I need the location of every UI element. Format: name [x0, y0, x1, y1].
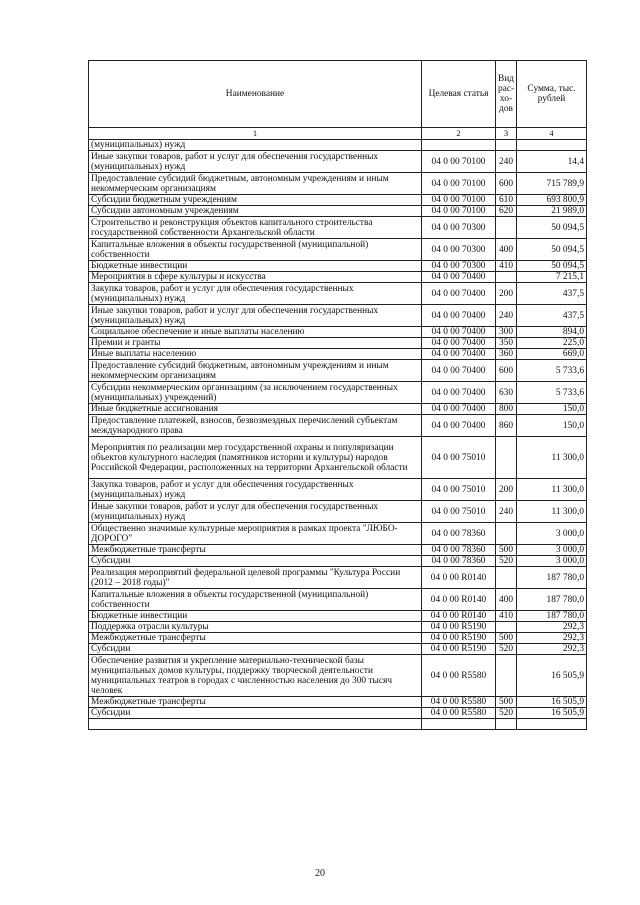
row-code-cell: 04 0 00 R5190 — [422, 622, 496, 633]
row-name-cell: Субсидии некоммерческим организациям (за исключением государственных (муниципальных) учреждений) — [89, 382, 422, 404]
header-vid-line: хо- — [499, 94, 513, 104]
row-vid-cell — [496, 719, 517, 730]
row-vid-cell: 630 — [496, 382, 517, 404]
row-code-cell: 04 0 00 R5190 — [422, 633, 496, 644]
row-name-cell: Премии и гранты — [89, 338, 422, 349]
row-vid-cell: 520 — [496, 644, 517, 655]
row-vid-cell — [496, 655, 517, 697]
row-code-cell: 04 0 00 70300 — [422, 261, 496, 272]
table-row — [89, 415, 587, 437]
row-code-cell: 04 0 00 70400 — [422, 272, 496, 283]
table-row — [89, 523, 587, 545]
row-name-cell: Поддержка отрасли культуры — [89, 622, 422, 633]
row-sum-cell: 16 505,9 — [517, 697, 587, 708]
row-vid-cell — [496, 217, 517, 239]
row-code-cell: 04 0 00 R0140 — [422, 589, 496, 611]
header-vid-line: дов — [499, 104, 513, 114]
row-name-cell: Иные выплаты населению — [89, 349, 422, 360]
row-code-cell: 04 0 00 70100 — [422, 195, 496, 206]
row-vid-cell: 350 — [496, 338, 517, 349]
table-row — [89, 239, 587, 261]
row-code-cell: 04 0 00 R5580 — [422, 708, 496, 719]
row-code-cell: 04 0 00 75010 — [422, 479, 496, 501]
row-code-cell: 04 0 00 78360 — [422, 556, 496, 567]
table-row — [89, 140, 587, 151]
row-name-cell: Межбюджетные трансферты — [89, 633, 422, 644]
table-row — [89, 708, 587, 719]
row-sum-cell: 187 780,0 — [517, 589, 587, 611]
row-vid-cell: 410 — [496, 611, 517, 622]
row-vid-cell: 200 — [496, 283, 517, 305]
row-code-cell: 04 0 00 70400 — [422, 404, 496, 415]
table-body — [89, 140, 587, 730]
row-sum-cell: 21 989,0 — [517, 206, 587, 217]
table-row — [89, 382, 587, 404]
row-sum-cell: 50 094,5 — [517, 261, 587, 272]
row-name-cell: Строительство и реконструкция объектов капитального строительства государственной собственности Архангельской области — [89, 217, 422, 239]
header-vid — [496, 61, 517, 128]
row-vid-cell — [496, 622, 517, 633]
column-number: 1 — [89, 128, 422, 140]
row-vid-cell — [496, 567, 517, 589]
row-sum-cell: 715 789,9 — [517, 173, 587, 195]
row-name-cell: Капитальные вложения в объекты государственной (муниципальной) собственности — [89, 589, 422, 611]
row-vid-cell — [496, 272, 517, 283]
row-code-cell: 04 0 00 70400 — [422, 305, 496, 327]
row-name-cell: Реализация мероприятий федеральной целевой программы "Культура России (2012 – 2018 годы)" — [89, 567, 422, 589]
row-sum-cell: 3 000,0 — [517, 545, 587, 556]
row-vid-cell: 610 — [496, 195, 517, 206]
table-row — [89, 327, 587, 338]
table-row — [89, 655, 587, 697]
row-sum-cell: 14,4 — [517, 151, 587, 173]
budget-table — [88, 60, 587, 730]
row-code-cell: 04 0 00 70400 — [422, 382, 496, 404]
row-vid-cell: 200 — [496, 479, 517, 501]
row-code-cell: 04 0 00 70100 — [422, 173, 496, 195]
header-vid-line: Вид — [498, 74, 515, 84]
row-name-cell: Мероприятия в сфере культуры и искусства — [89, 272, 422, 283]
row-vid-cell: 240 — [496, 305, 517, 327]
row-code-cell: 04 0 00 70400 — [422, 327, 496, 338]
row-sum-cell — [517, 140, 587, 151]
row-code-cell: 04 0 00 R5580 — [422, 697, 496, 708]
row-code-cell: 04 0 00 R0140 — [422, 567, 496, 589]
row-sum-cell: 11 300,0 — [517, 501, 587, 523]
row-vid-cell: 400 — [496, 589, 517, 611]
table-row — [89, 195, 587, 206]
table-row — [89, 589, 587, 611]
row-code-cell: 04 0 00 70400 — [422, 360, 496, 382]
table-row — [89, 283, 587, 305]
row-vid-cell: 520 — [496, 556, 517, 567]
row-name-cell: Закупка товаров, работ и услуг для обеспечения государственных (муниципальных) нужд — [89, 283, 422, 305]
row-sum-cell: 16 505,9 — [517, 708, 587, 719]
row-sum-cell: 16 505,9 — [517, 655, 587, 697]
table-row — [89, 567, 587, 589]
row-name-cell: Субсидии — [89, 644, 422, 655]
table-row — [89, 633, 587, 644]
row-code-cell: 04 0 00 70100 — [422, 206, 496, 217]
row-vid-cell — [496, 140, 517, 151]
row-code-cell — [422, 719, 496, 730]
row-name-cell: Предоставление платежей, взносов, безвозмездных перечислений субъектам международного права — [89, 415, 422, 437]
row-name-cell: Обеспечение развития и укрепление материально-технической базы муниципальных домов культуры, поддержку творческой деятельности муниципальных театров в городах с численностью населения до 300 тысяч человек — [89, 655, 422, 697]
header-name: Наименование — [89, 61, 422, 128]
row-sum-cell: 50 094,5 — [517, 217, 587, 239]
row-vid-cell: 500 — [496, 545, 517, 556]
row-sum-cell: 5 733,6 — [517, 382, 587, 404]
row-name-cell: (муниципальных) нужд — [89, 140, 422, 151]
table-row — [89, 644, 587, 655]
row-sum-cell: 11 300,0 — [517, 479, 587, 501]
table-row — [89, 338, 587, 349]
row-code-cell: 04 0 00 70400 — [422, 415, 496, 437]
column-number: 2 — [422, 128, 496, 140]
row-sum-cell: 50 094,5 — [517, 239, 587, 261]
row-name-cell: Бюджетные инвестиции — [89, 261, 422, 272]
table-row — [89, 611, 587, 622]
table-row — [89, 261, 587, 272]
row-code-cell: 04 0 00 75010 — [422, 437, 496, 479]
table-row — [89, 404, 587, 415]
row-name-cell: Предоставление субсидий бюджетным, автономным учреждениям и иным некоммерческим организациям — [89, 360, 422, 382]
row-vid-cell: 600 — [496, 360, 517, 382]
table-row — [89, 173, 587, 195]
row-name-cell: Субсидии — [89, 556, 422, 567]
row-sum-cell: 292,3 — [517, 644, 587, 655]
row-vid-cell: 860 — [496, 415, 517, 437]
table-row — [89, 556, 587, 567]
table-row — [89, 305, 587, 327]
row-sum-cell: 669,0 — [517, 349, 587, 360]
row-name-cell: Межбюджетные трансферты — [89, 697, 422, 708]
row-code-cell: 04 0 00 78360 — [422, 523, 496, 545]
row-sum-cell: 3 000,0 — [517, 523, 587, 545]
row-sum-cell: 150,0 — [517, 404, 587, 415]
table-row — [89, 479, 587, 501]
row-sum-cell: 225,0 — [517, 338, 587, 349]
row-name-cell: Капитальные вложения в объекты государственной (муниципальной) собственности — [89, 239, 422, 261]
row-code-cell: 04 0 00 70400 — [422, 283, 496, 305]
row-name-cell: Межбюджетные трансферты — [89, 545, 422, 556]
row-name-cell: Иные бюджетные ассигнования — [89, 404, 422, 415]
row-sum-cell: 3 000,0 — [517, 556, 587, 567]
row-vid-cell: 400 — [496, 239, 517, 261]
row-vid-cell: 410 — [496, 261, 517, 272]
column-number: 3 — [496, 128, 517, 140]
table-row — [89, 437, 587, 479]
row-code-cell: 04 0 00 70400 — [422, 349, 496, 360]
row-sum-cell: 693 800,9 — [517, 195, 587, 206]
row-name-cell: Иные закупки товаров, работ и услуг для обеспечения государственных (муниципальных) нужд — [89, 501, 422, 523]
table-row — [89, 501, 587, 523]
row-vid-cell: 620 — [496, 206, 517, 217]
row-name-cell: Общественно значимые культурные мероприятия в рамках проекта "ЛЮБО-ДОРОГО" — [89, 523, 422, 545]
header-code: Целевая статья — [422, 61, 496, 128]
page-number: 20 — [315, 868, 325, 879]
row-code-cell: 04 0 00 75010 — [422, 501, 496, 523]
row-code-cell: 04 0 00 R5580 — [422, 655, 496, 697]
row-vid-cell: 520 — [496, 708, 517, 719]
row-vid-cell: 360 — [496, 349, 517, 360]
row-sum-cell: 187 780,0 — [517, 567, 587, 589]
row-vid-cell: 600 — [496, 173, 517, 195]
row-vid-cell: 240 — [496, 501, 517, 523]
table-row — [89, 206, 587, 217]
row-sum-cell: 292,3 — [517, 622, 587, 633]
table-row — [89, 272, 587, 283]
table-row — [89, 697, 587, 708]
table-row — [89, 151, 587, 173]
row-code-cell — [422, 140, 496, 151]
row-code-cell: 04 0 00 70300 — [422, 239, 496, 261]
table-header-row — [89, 61, 587, 128]
row-vid-cell: 800 — [496, 404, 517, 415]
row-name-cell: Бюджетные инвестиции — [89, 611, 422, 622]
row-name-cell: Мероприятия по реализации мер государственной охраны и популяризации объектов культурного наследия (памятников истории и культуры) народов Российской Федерации, расположенных на территории Архангельской области — [89, 437, 422, 479]
table-row — [89, 217, 587, 239]
table-row — [89, 719, 587, 730]
row-vid-cell: 300 — [496, 327, 517, 338]
row-vid-cell — [496, 437, 517, 479]
row-code-cell: 04 0 00 70300 — [422, 217, 496, 239]
row-sum-cell: 11 300,0 — [517, 437, 587, 479]
row-code-cell: 04 0 00 R5190 — [422, 644, 496, 655]
table-row — [89, 545, 587, 556]
table-row — [89, 349, 587, 360]
row-vid-cell: 500 — [496, 697, 517, 708]
row-sum-cell: 292,3 — [517, 633, 587, 644]
row-code-cell: 04 0 00 70400 — [422, 338, 496, 349]
row-sum-cell: 894,0 — [517, 327, 587, 338]
row-name-cell: Иные закупки товаров, работ и услуг для обеспечения государственных (муниципальных) нужд — [89, 305, 422, 327]
row-name-cell: Субсидии бюджетным учреждениям — [89, 195, 422, 206]
column-number: 4 — [517, 128, 587, 140]
row-name-cell: Социальное обеспечение и иные выплаты населению — [89, 327, 422, 338]
budget-sheet — [88, 60, 586, 730]
row-vid-cell — [496, 523, 517, 545]
row-sum-cell: 437,5 — [517, 283, 587, 305]
row-name-cell: Иные закупки товаров, работ и услуг для обеспечения государственных (муниципальных) нужд — [89, 151, 422, 173]
row-sum-cell: 150,0 — [517, 415, 587, 437]
row-name-cell — [89, 719, 422, 730]
column-number-row — [89, 128, 587, 140]
table-row — [89, 360, 587, 382]
row-code-cell: 04 0 00 78360 — [422, 545, 496, 556]
table-row — [89, 622, 587, 633]
row-name-cell: Предоставление субсидий бюджетным, автономным учреждениям и иным некоммерческим организациям — [89, 173, 422, 195]
header-sum: Сумма, тыс. рублей — [517, 61, 587, 128]
row-sum-cell — [517, 719, 587, 730]
row-code-cell: 04 0 00 70100 — [422, 151, 496, 173]
row-vid-cell: 500 — [496, 633, 517, 644]
header-vid-line: рас- — [498, 84, 515, 94]
row-sum-cell: 7 215,1 — [517, 272, 587, 283]
row-vid-cell: 240 — [496, 151, 517, 173]
row-name-cell: Субсидии — [89, 708, 422, 719]
row-sum-cell: 187 780,0 — [517, 611, 587, 622]
row-sum-cell: 5 733,6 — [517, 360, 587, 382]
row-sum-cell: 437,5 — [517, 305, 587, 327]
row-code-cell: 04 0 00 R0140 — [422, 611, 496, 622]
row-name-cell: Субсидии автономным учреждениям — [89, 206, 422, 217]
row-name-cell: Закупка товаров, работ и услуг для обеспечения государственных (муниципальных) нужд — [89, 479, 422, 501]
